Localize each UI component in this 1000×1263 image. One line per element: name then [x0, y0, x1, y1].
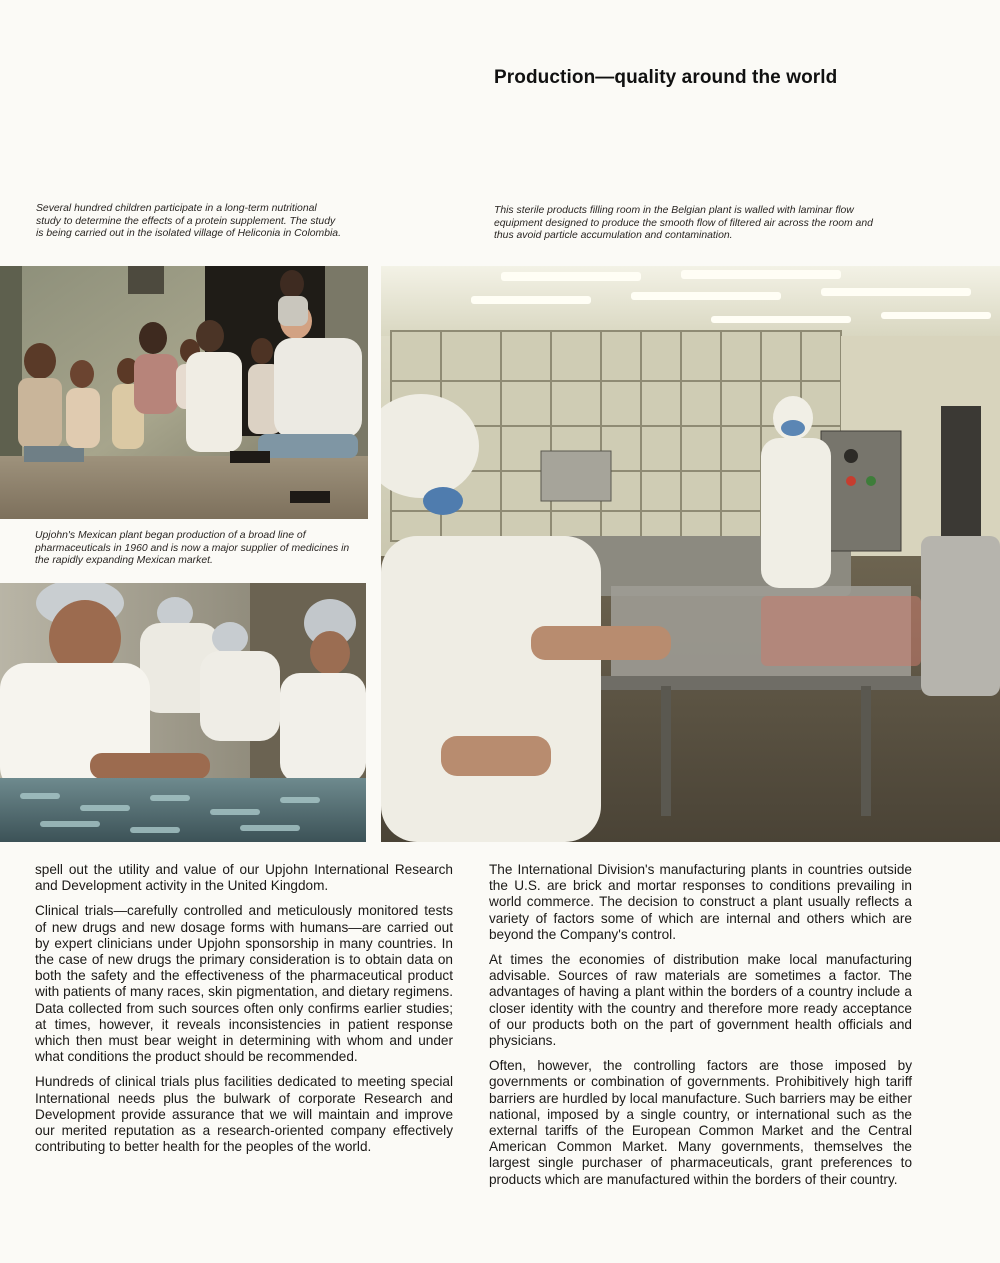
sterile-filling-room-photo	[381, 266, 1000, 842]
caption-children-study: Several hundred children participate in a long-term nutritional study to determine the effects of a protein supplement. The study is being carried out in the isolated village of Heliconia in Colombia.	[36, 203, 341, 240]
left-paragraph-2: Clinical trials—carefully controlled and meticulously monitored tests of new drugs and new dosage forms with humans—are carried out by expert clinicians under Upjohn sponsorship in many countries. In the case of new drugs the primary consideration is to obtain data on both the safety and the effectiveness of the pharmaceutical product with patients of many races, skin pigmentation, and dietary regimens. Data collected from such sources often only confirms earlier studies; at times, however, it reveals inconsistencies in patient response which then must bear weight in determining with whom and under what conditions the product should be recommended.	[35, 903, 453, 1065]
right-paragraph-1: The International Division's manufacturing plants in countries outside the U.S. are brick and mortar responses to conditions prevailing in world commerce. The decision to construct a plant usually reflects a variety of factors some of which are internal and others which are beyond the Company's control.	[489, 862, 912, 942]
right-text-column	[489, 862, 912, 1197]
mexican-plant-workers-photo	[0, 583, 366, 842]
left-paragraph-3: Hundreds of clinical trials plus facilities dedicated to meeting special International needs plus the bulwark of corporate Research and Development provide assurance that we will maintain and improve our merited reputation as a research-oriented company effectively contributing to better health for the peoples of the world.	[35, 1074, 453, 1155]
caption-sterile-room: This sterile products filling room in the Belgian plant is walled with laminar flow equipment designed to produce the smooth flow of filtered air across the room and thus avoid particle accumulation and contamination.	[494, 205, 873, 242]
right-paragraph-2: At times the economies of distribution make local manufacturing advisable. Sources of raw materials are sometimes a factor. The advantages of having a plant within the borders of a country include a closer identity with the country and therefore more ready acceptance of our products both on the part of government health officials and physicians.	[489, 952, 912, 1049]
left-text-column	[35, 862, 453, 1164]
caption-mexican-plant: Upjohn's Mexican plant began production of a broad line of pharmaceuticals in 1960 and is now a major supplier of medicines in the rapidly expanding Mexican market.	[35, 530, 350, 567]
children-study-photo	[0, 266, 368, 519]
left-paragraph-1: spell out the utility and value of our Upjohn International Research and Development activity in the United Kingdom.	[35, 862, 453, 894]
page-title: Production—quality around the world	[494, 67, 838, 88]
right-paragraph-3: Often, however, the controlling factors are those imposed by governments or combination of governments. Prohibitively high tariff barriers are hurdled by local manufacture. Such barriers may be either national, imposed by a single country, or international such as the external tariffs of the European Common Market and the Central American Common Market. Many governments, themselves the largest single purchaser of pharmaceuticals, grant preferences to products which are manufactured within the borders of their country.	[489, 1058, 912, 1187]
